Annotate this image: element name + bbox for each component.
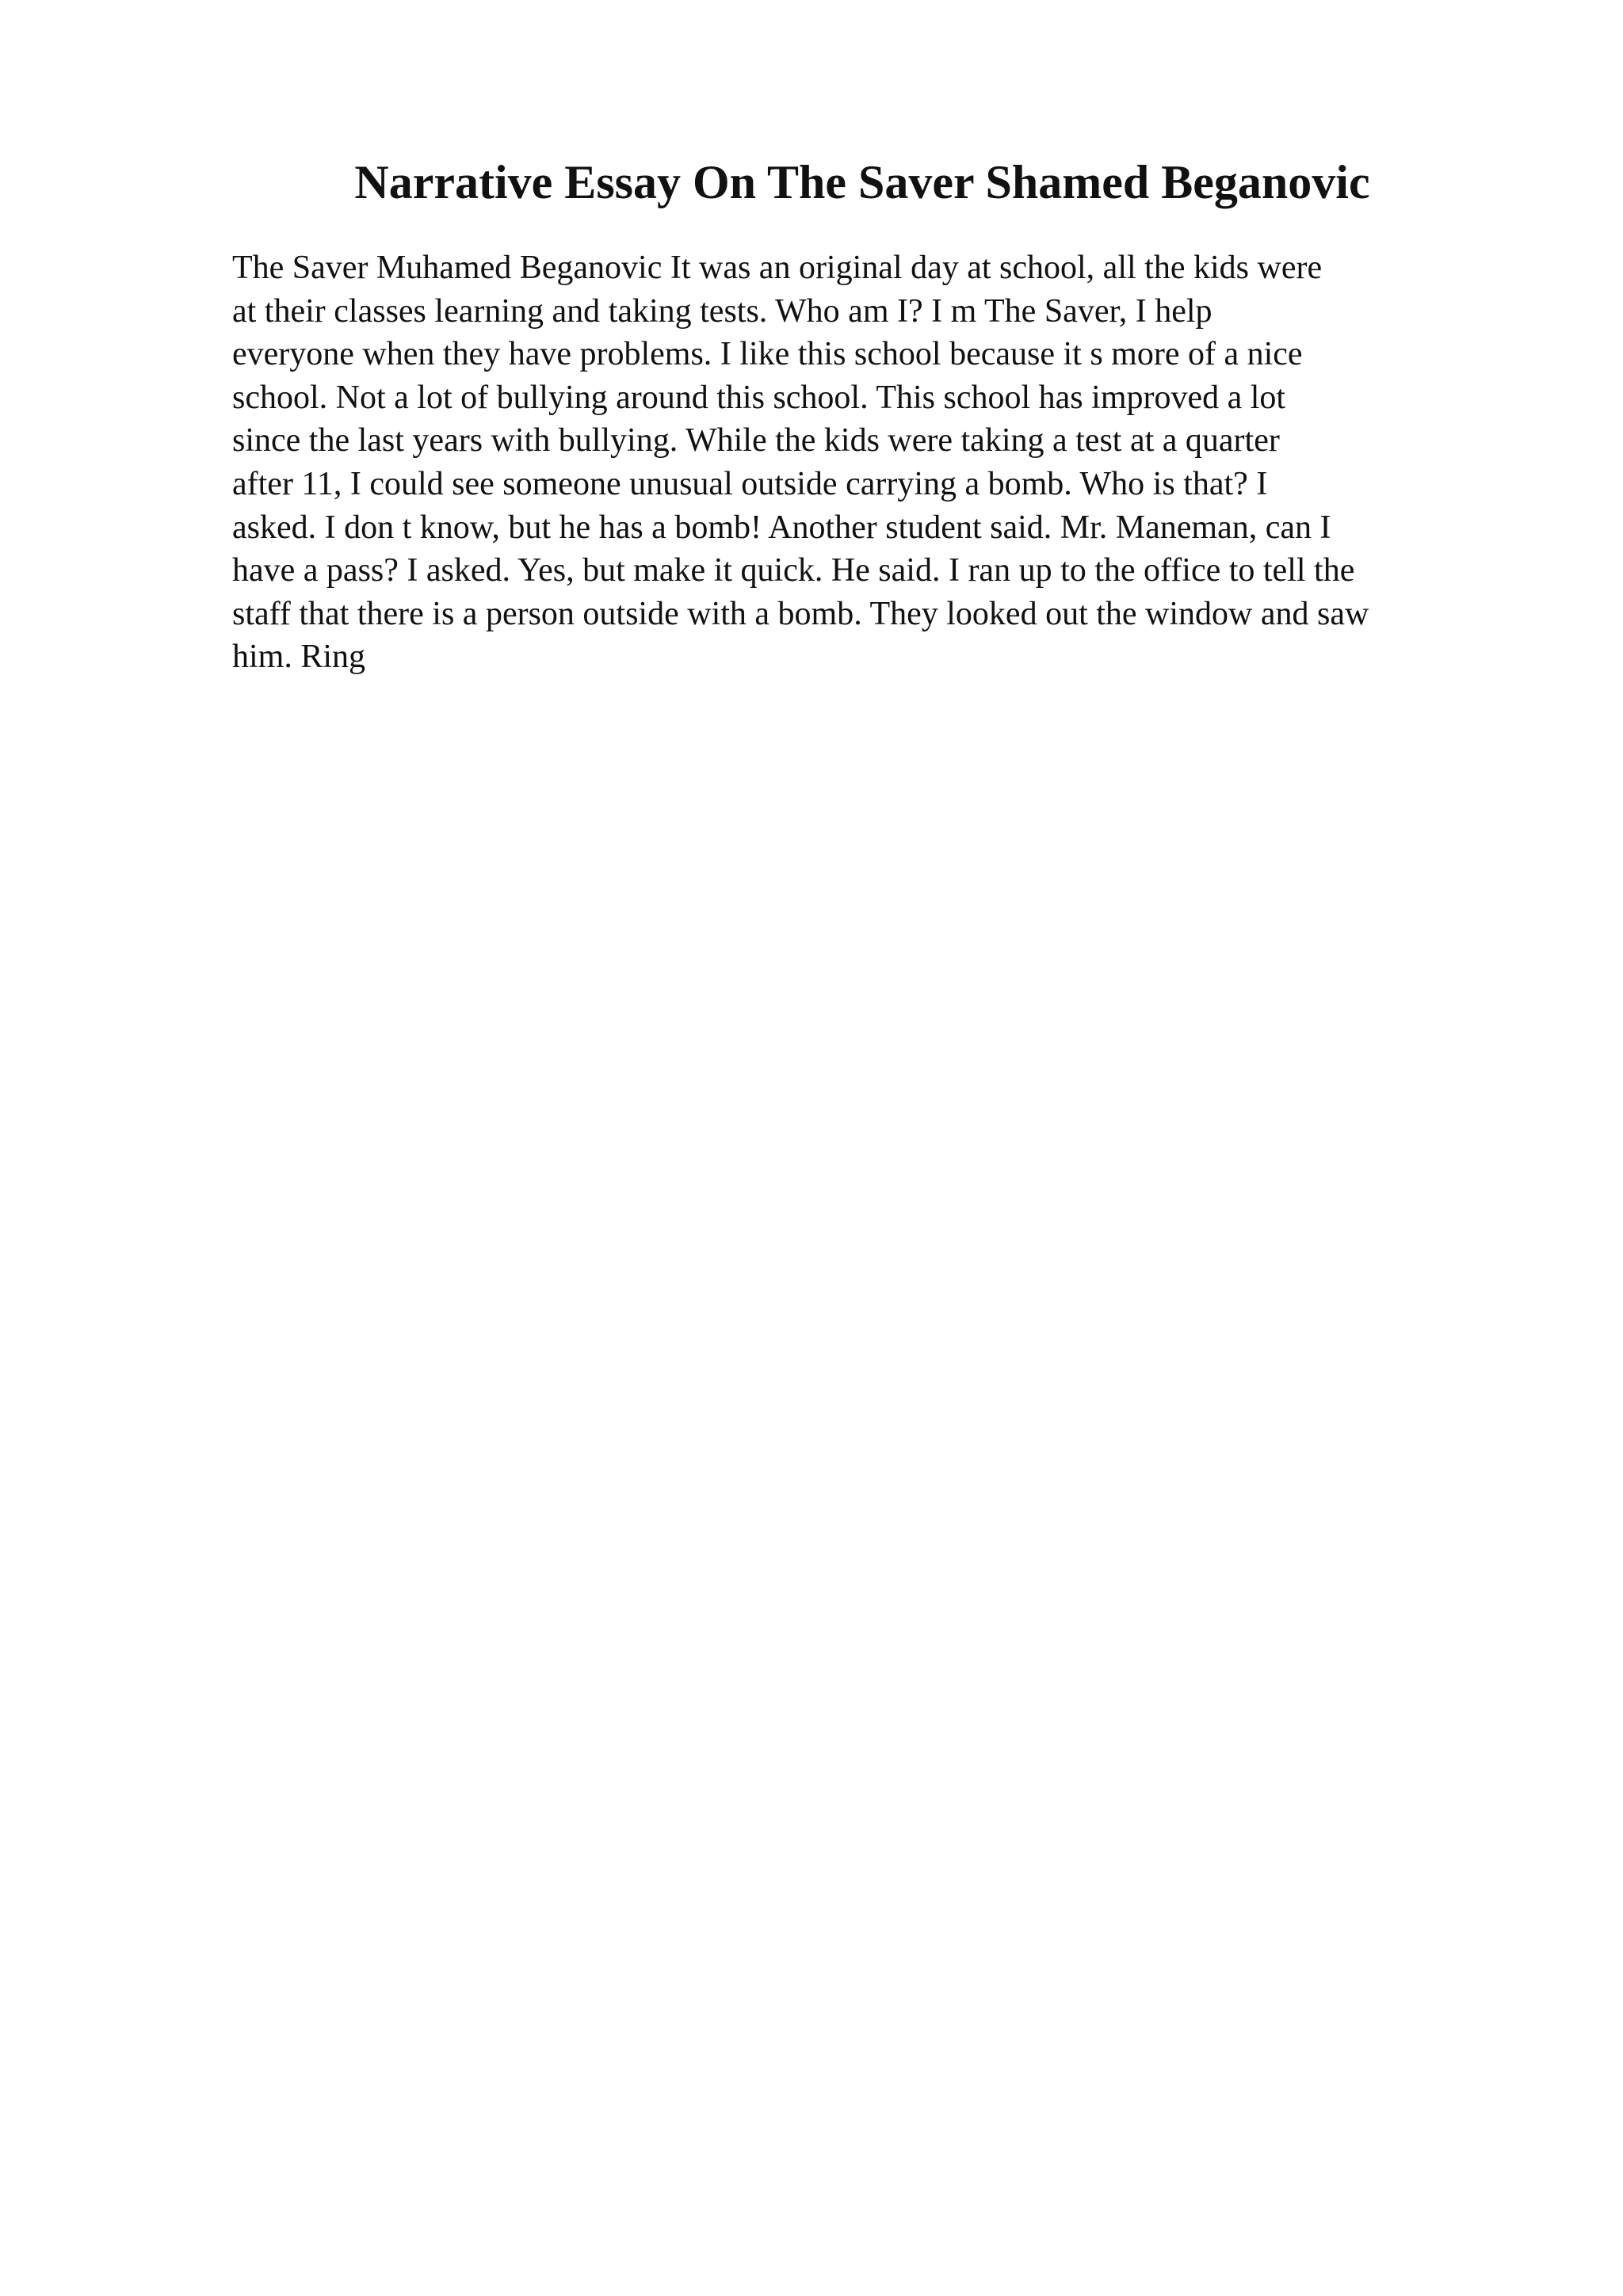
body-line: asked. I don t know, but he has a bomb! Another student said. Mr. Maneman, can I <box>232 509 1331 546</box>
body-line: him. Ring <box>232 639 366 676</box>
body-line: school. Not a lot of bullying around this school. This school has improved a lot <box>232 379 1286 416</box>
body-line: since the last years with bullying. While the kids were taking a test at a quarter <box>232 422 1280 460</box>
body-line: have a pass? I asked. Yes, but make it quick. He said. I ran up to the office to tell the <box>232 552 1355 589</box>
body-line: everyone when they have problems. I like this school because it s more of a nice <box>232 336 1303 373</box>
body-line: at their classes learning and taking tests. Who am I? I m The Saver, I help <box>232 292 1212 330</box>
body-line: The Saver Muhamed Beganovic It was an original day at school, all the kids were <box>232 250 1323 286</box>
document-title: Narrative Essay On The Saver Shamed Beganovic <box>354 156 1370 208</box>
body-line: after 11, I could see someone unusual outside carrying a bomb. Who is that? I <box>232 465 1268 502</box>
body-line: staff that there is a person outside with a bomb. They looked out the window and saw <box>232 595 1369 632</box>
document-body <box>232 246 1516 679</box>
